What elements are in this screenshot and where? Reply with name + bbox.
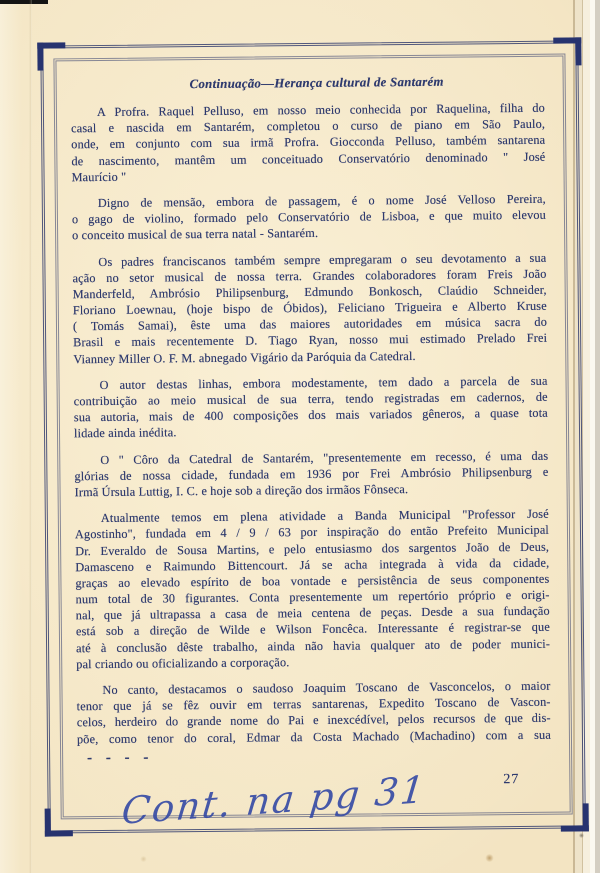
page-number: 27 <box>503 772 520 788</box>
text-line: Floriano Loewnau, (hoje bispo de Óbidos), Feliciano Trigueira e Alberto Kruse <box>72 298 547 318</box>
text-line: Os padres franciscanos também sempre empregaram o seu devotamento a sua <box>98 250 547 269</box>
paragraph <box>76 678 551 747</box>
text-line: graças ao elevado espírito de boa vontade e persistência de seus componentes <box>75 571 550 591</box>
text-line: Damasceno e Raimundo Bittencourt. Já se acha integrada à vida da cidade, <box>75 555 550 574</box>
text-line: lidade ainda inédita. <box>73 425 177 441</box>
paragraph <box>72 249 547 367</box>
text-line: o gago de violino, formado pelo Conservatório de Lisboa, e que muito elevou <box>71 207 547 227</box>
text-line: Dr. Everaldo de Sousa Martins, e pelo entusiasmo dos sargentos João de Deus, <box>75 539 550 558</box>
text-line: Digno de mensão, embora de passagem, é o nome José Velloso Pereira, <box>97 191 546 210</box>
text-line: ( Tomás Samai), êste uma das maiores autoridades em música sacra do <box>72 314 548 334</box>
text-line: pal criando ou oficializando a corporação. <box>76 655 290 672</box>
text-line: põe, como tenor do coral, Edmar da Costa Machado (Machadino) com a sua <box>76 727 551 746</box>
paragraph <box>74 447 548 500</box>
corner-bracket-bottom-right <box>561 803 589 831</box>
text-line: de nascimento, mantêm um conceituado Conservatório denominado " José <box>71 149 546 168</box>
text-line: Maurício " <box>71 169 127 185</box>
text-line: celos, herdeiro do grande nome do Pai e inexcédível, pelos recursos de que dis- <box>76 711 551 730</box>
body-text <box>71 100 551 757</box>
text-line: Atualmente temos em plena atividade a Banda Municipal "Professor José <box>100 506 549 526</box>
paragraph <box>72 191 546 244</box>
text-line: está sob a direção de Wilde e Wilson Foncêca. Interessante é registrar-se que <box>75 620 550 639</box>
corner-bracket-bottom-left <box>45 808 73 836</box>
text-line: O autor destas linhas, embora modestamente, tem dado a parcela de sua <box>99 373 548 392</box>
text-line: No canto, destacamos o saudoso Joaquim Toscano de Vasconcelos, o maior <box>102 678 551 698</box>
text-line: o conceito musical de sua terra natal - Santarém. <box>72 226 319 243</box>
text-line: A Profra. Raquel Pelluso, em nosso meio conhecida por Raquelina, filha do <box>96 100 545 120</box>
paragraph <box>71 100 546 185</box>
text-line: O " Côro da Catedral de Santarém, "presentemente em recesso, é uma das <box>100 448 549 467</box>
paragraph <box>73 373 548 442</box>
running-header: Continuação—Herança cultural de Santarém <box>189 74 444 92</box>
continuation-dashes: - - - - <box>87 749 154 767</box>
text-line: Manderfeld, Ambrósio Philipsenburg, Edmundo Bonkosch, Claúdio Schneider, <box>72 282 547 302</box>
text-line: até à conclusão dêste trabalho, ainda não havia qualquer ato de poder munici- <box>76 636 551 655</box>
text-line: Brasil e mais recentemente D. Tiago Ryan, nosso mui estimado Prelado Frei <box>73 331 548 350</box>
text-line: sua autoria, mais de 400 composições dos mais variados gêneros, a quase tota <box>73 405 548 425</box>
corner-bracket-top-right <box>553 37 581 65</box>
text-line: Vianney Miller O. F. M. abnegado Vigário da Paróquia da Catedral. <box>73 348 416 366</box>
text-line: Agostinho", fundada em 4 / 9 / 63 por inspiração do então Prefeito Municipal <box>74 523 550 542</box>
corner-bracket-top-left <box>37 42 65 70</box>
text-line: num total de 30 figurantes. Conta presentemente um repertório próprio e origi- <box>75 587 550 607</box>
text-line: onde, em conjunto com sua irmã Profra. Giocconda Pelluso, também santarena <box>71 133 546 152</box>
paragraph <box>75 506 551 672</box>
text-line: casal e nascida em Santarém, completou o curso de piano em São Paulo, <box>71 116 546 136</box>
text-line: nal, que já ultrapassa a casa de meia centena de peças. Desde a sua fundação <box>75 603 550 623</box>
text-line: tenor que já se fêz ouvir em terras santarenas, Expedito Toscano de Vascon- <box>76 694 551 714</box>
text-line: contribuição ao meio musical de sua terra, tendo registradas em cadernos, de <box>73 389 548 409</box>
text-line: ação no setor musical de nossa terra. Grandes colaboradores foram Freis João <box>72 266 547 285</box>
text-line: glórias de nossa cidade, fundada em 1936 por Frei Ambrósio Philipsenburg e <box>74 464 549 484</box>
text-line: Irmã Úrsula Luttig, I. C. e hoje sob a direção dos irmãos Fônseca. <box>74 481 409 500</box>
handwritten-note: Cont. na pg 31 <box>119 767 429 833</box>
